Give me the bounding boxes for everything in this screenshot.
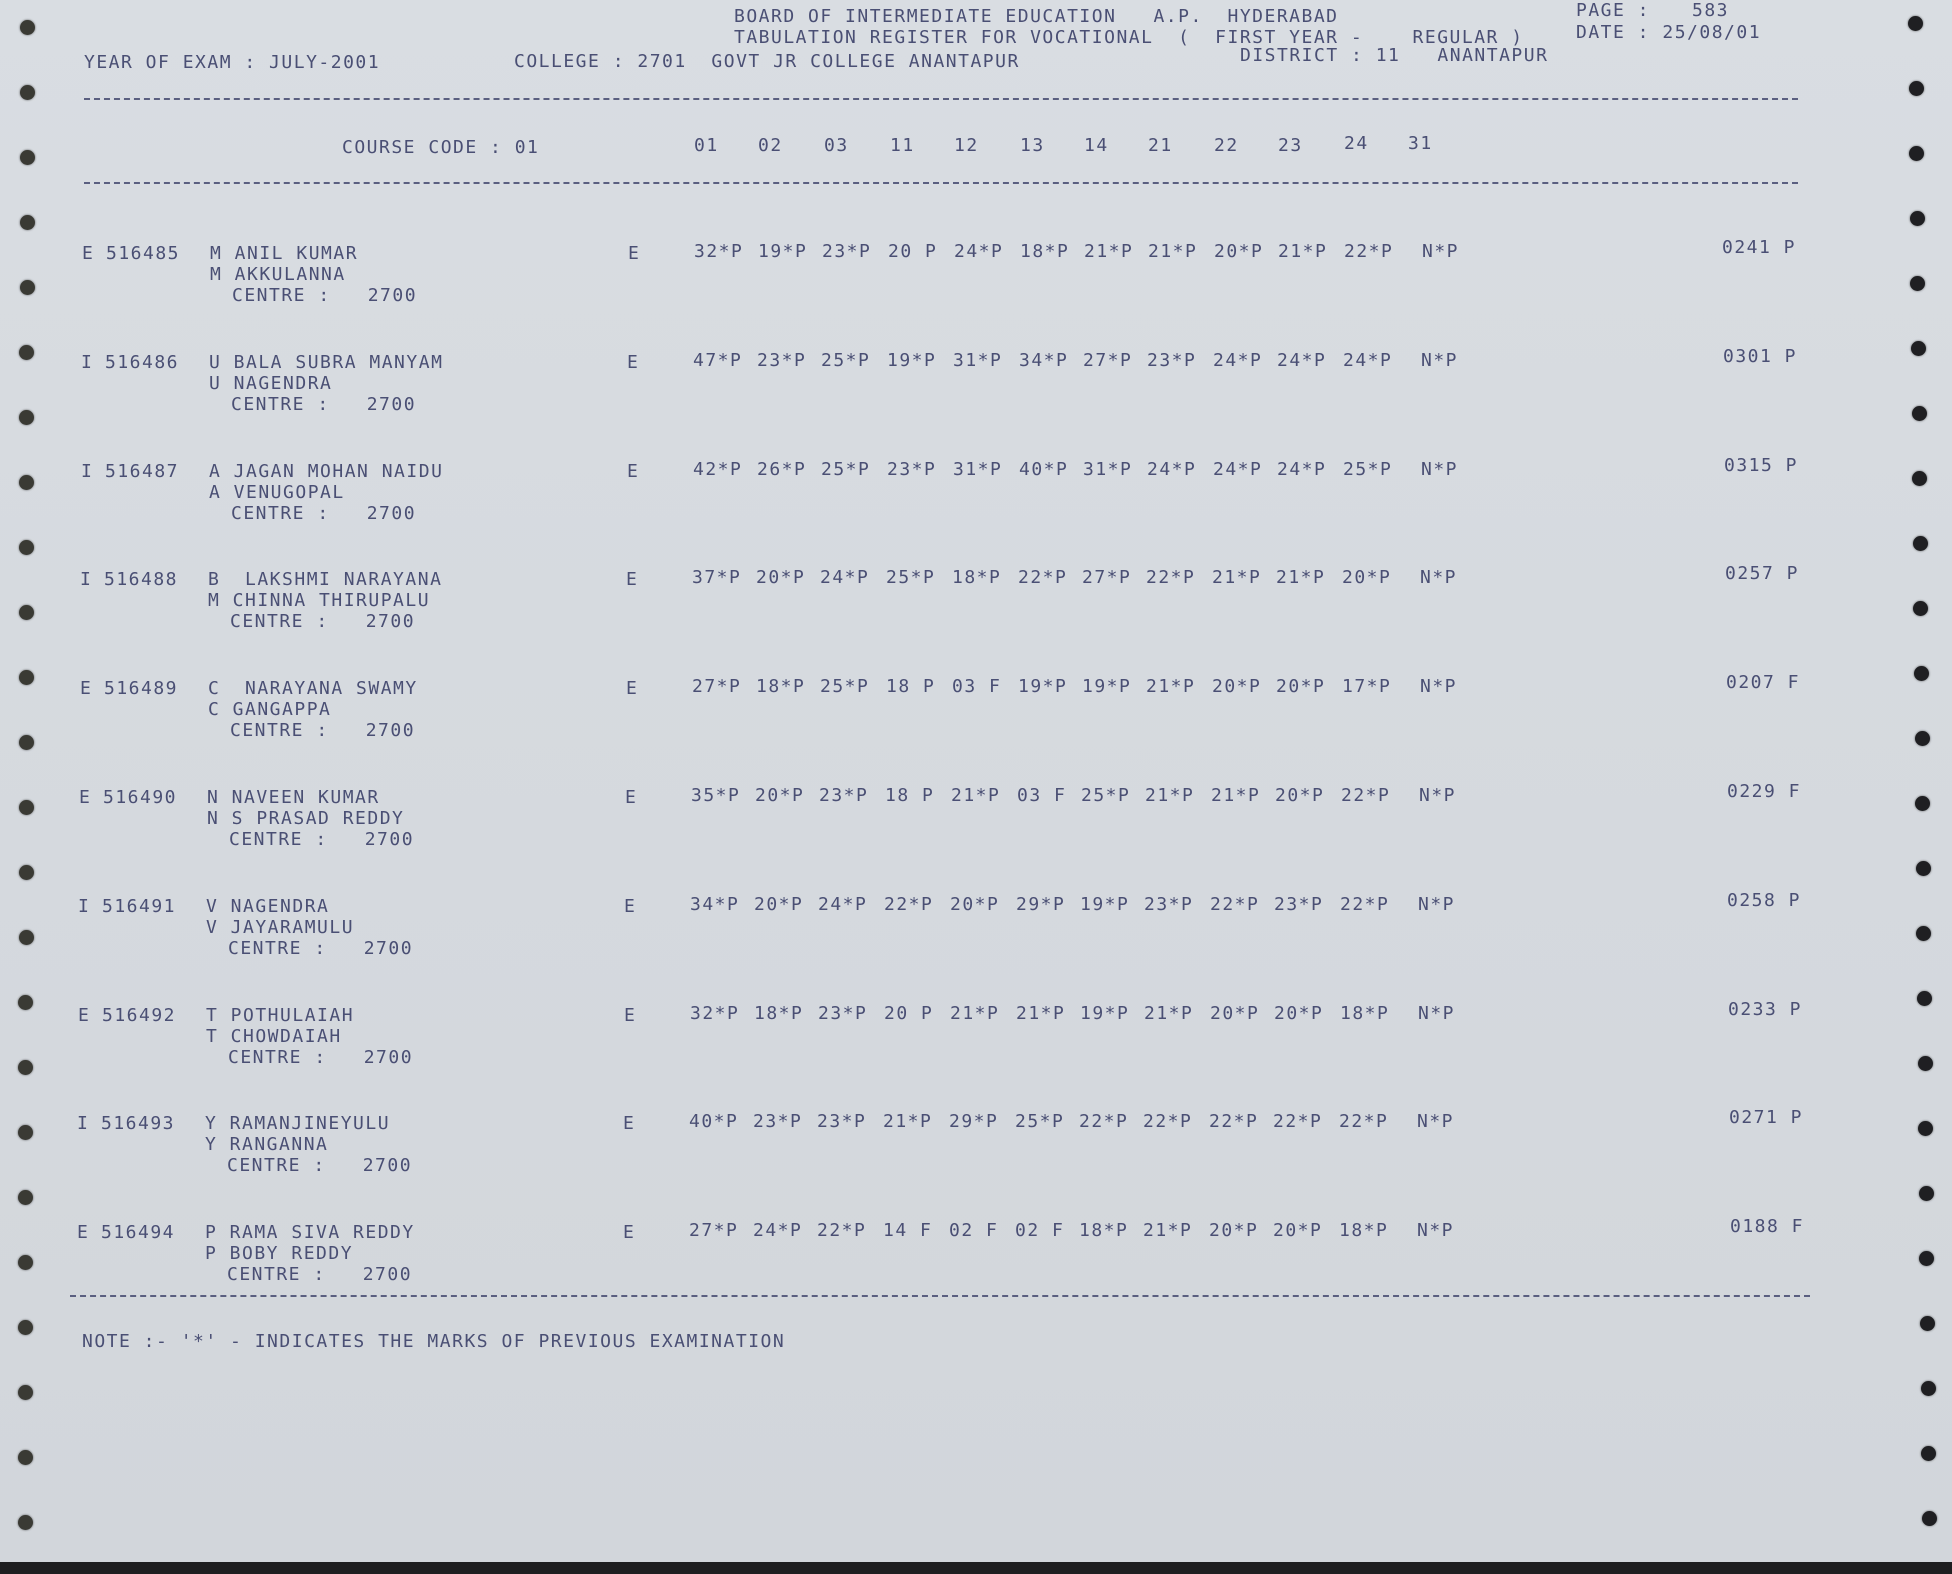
subject-mark: 25*P bbox=[821, 458, 871, 480]
subject-code-header: 11 bbox=[890, 135, 915, 156]
subject-mark: 22*P bbox=[817, 1220, 867, 1242]
feed-hole bbox=[1909, 146, 1924, 161]
board-title: BOARD OF INTERMEDIATE EDUCATION A.P. HYDERABAD bbox=[734, 6, 1339, 27]
roll-number: 516492 bbox=[102, 1004, 177, 1026]
subject-mark: 21*P bbox=[1211, 785, 1261, 806]
student-name: V NAGENDRA bbox=[206, 895, 330, 917]
subject-mark: 20*P bbox=[754, 893, 804, 915]
feed-hole bbox=[1912, 406, 1927, 421]
subject-mark: 14 F bbox=[883, 1220, 933, 1242]
roll-number: 516485 bbox=[106, 243, 181, 264]
student-name: B LAKSHMI NARAYANA bbox=[208, 569, 443, 591]
district-info: DISTRICT : 11 ANANTAPUR bbox=[1240, 45, 1549, 66]
feed-hole bbox=[1918, 1056, 1933, 1071]
feed-hole bbox=[1914, 666, 1929, 681]
student-type: E bbox=[82, 243, 95, 264]
father-name: U NAGENDRA bbox=[209, 372, 333, 394]
subject-mark: 27*P bbox=[689, 1220, 739, 1242]
centre-code: CENTRE : 2700 bbox=[232, 285, 418, 306]
subject-mark: 22*P bbox=[884, 893, 934, 915]
medium-code: E bbox=[627, 460, 640, 482]
subject-mark: 20*P bbox=[1214, 241, 1264, 262]
feed-hole bbox=[19, 735, 34, 750]
subject-mark: N*P bbox=[1419, 785, 1457, 806]
total-result: 0257 P bbox=[1725, 563, 1800, 585]
feed-hole bbox=[19, 475, 34, 490]
feed-hole bbox=[1910, 276, 1925, 291]
subject-mark: 22*P bbox=[1340, 893, 1390, 915]
subject-mark: 24*P bbox=[954, 241, 1004, 262]
subject-mark: 18*P bbox=[1079, 1220, 1129, 1242]
total-result: 0271 P bbox=[1729, 1107, 1804, 1129]
centre-code: CENTRE : 2700 bbox=[231, 393, 417, 415]
subject-mark: 22*P bbox=[1210, 893, 1260, 915]
subject-mark: 27*P bbox=[1083, 349, 1133, 371]
subject-mark: 23*P bbox=[822, 241, 872, 262]
feed-hole bbox=[19, 865, 34, 880]
feed-hole bbox=[18, 1385, 33, 1400]
subject-mark: 37*P bbox=[692, 567, 742, 589]
subject-mark: 20*P bbox=[1275, 785, 1325, 806]
student-type: I bbox=[80, 569, 93, 591]
subject-mark: 24*P bbox=[753, 1220, 803, 1242]
subject-mark: N*P bbox=[1421, 458, 1459, 480]
subject-mark: 32*P bbox=[690, 1002, 740, 1024]
feed-hole bbox=[1915, 796, 1930, 811]
subject-mark: N*P bbox=[1417, 1220, 1455, 1242]
subject-mark: N*P bbox=[1422, 241, 1460, 262]
feed-hole bbox=[1921, 1446, 1936, 1461]
father-name: A VENUGOPAL bbox=[209, 481, 345, 503]
medium-code: E bbox=[626, 678, 639, 700]
subject-mark: 22*P bbox=[1344, 241, 1394, 262]
subject-mark: 18*P bbox=[1339, 1220, 1389, 1242]
medium-code: E bbox=[623, 1113, 636, 1135]
student-name: U BALA SUBRA MANYAM bbox=[209, 351, 444, 373]
father-name: C GANGAPPA bbox=[208, 699, 332, 721]
subject-mark: 20*P bbox=[1274, 1002, 1324, 1024]
subject-mark: 31*P bbox=[953, 458, 1003, 480]
feed-hole bbox=[19, 605, 34, 620]
register-title: TABULATION REGISTER FOR VOCATIONAL ( FIRST YEAR - REGULAR ) bbox=[734, 27, 1524, 48]
subject-code-header: 02 bbox=[758, 135, 783, 156]
subject-mark: 21*P bbox=[1146, 676, 1196, 698]
feed-hole bbox=[18, 1515, 33, 1530]
feed-hole bbox=[19, 345, 34, 360]
subject-mark: N*P bbox=[1421, 349, 1459, 371]
subject-mark: 25*P bbox=[820, 676, 870, 698]
subject-mark: N*P bbox=[1418, 893, 1456, 915]
roll-number: 516487 bbox=[105, 460, 180, 482]
subject-mark: 20*P bbox=[1276, 676, 1326, 698]
subject-mark: 21*P bbox=[1212, 567, 1262, 589]
print-date: DATE : 25/08/01 bbox=[1576, 22, 1762, 43]
roll-number: 516489 bbox=[104, 678, 179, 700]
subject-mark: 21*P bbox=[1016, 1002, 1066, 1024]
subject-mark: 22*P bbox=[1273, 1111, 1323, 1133]
subject-mark: 22*P bbox=[1209, 1111, 1259, 1133]
feed-hole bbox=[1922, 1511, 1937, 1526]
subject-mark: 34*P bbox=[1019, 349, 1069, 371]
roll-number: 516488 bbox=[104, 569, 179, 591]
subject-mark: 18*P bbox=[1340, 1002, 1390, 1024]
feed-hole bbox=[19, 930, 34, 945]
course-code: COURSE CODE : 01 bbox=[342, 137, 540, 158]
subject-mark: 29*P bbox=[1016, 893, 1066, 915]
medium-code: E bbox=[628, 243, 641, 264]
total-result: 0258 P bbox=[1727, 889, 1802, 911]
subject-mark: 23*P bbox=[818, 1002, 868, 1024]
subject-mark: 21*P bbox=[1148, 241, 1198, 262]
subject-mark: 42*P bbox=[693, 458, 743, 480]
subject-mark: 23*P bbox=[753, 1111, 803, 1133]
student-type: E bbox=[79, 787, 92, 808]
subject-mark: 17*P bbox=[1342, 676, 1392, 698]
medium-code: E bbox=[625, 787, 638, 808]
feed-hole bbox=[19, 410, 34, 425]
year-of-exam: YEAR OF EXAM : JULY-2001 bbox=[84, 52, 381, 73]
feed-hole bbox=[18, 1450, 33, 1465]
feed-hole bbox=[1918, 1121, 1933, 1136]
subject-mark: 21*P bbox=[1143, 1220, 1193, 1242]
subject-mark: 47*P bbox=[693, 349, 743, 371]
feed-hole bbox=[18, 1060, 33, 1075]
subject-code-header: 13 bbox=[1020, 135, 1045, 156]
feed-hole bbox=[1912, 471, 1927, 486]
subject-mark: N*P bbox=[1420, 676, 1458, 698]
subject-mark: 21*P bbox=[951, 785, 1001, 806]
subject-mark: 23*P bbox=[887, 458, 937, 480]
feed-hole bbox=[20, 280, 35, 295]
medium-code: E bbox=[623, 1222, 636, 1244]
subject-mark: 18 P bbox=[886, 676, 936, 698]
student-type: I bbox=[81, 460, 94, 482]
subject-mark: 03 F bbox=[952, 676, 1002, 698]
subject-mark: 20*P bbox=[756, 567, 806, 589]
subject-mark: 24*P bbox=[1277, 458, 1327, 480]
college-info: COLLEGE : 2701 GOVT JR COLLEGE ANANTAPUR bbox=[514, 51, 1020, 72]
subject-code-header: 03 bbox=[824, 135, 849, 156]
roll-number: 516494 bbox=[101, 1222, 176, 1244]
subject-code-header: 12 bbox=[954, 135, 979, 156]
subject-mark: 21*P bbox=[1144, 1002, 1194, 1024]
subject-mark: 22*P bbox=[1341, 785, 1391, 806]
subject-code-header: 23 bbox=[1278, 135, 1303, 156]
subject-mark: 25*P bbox=[1343, 458, 1393, 480]
centre-code: CENTRE : 2700 bbox=[230, 720, 416, 742]
subject-mark: 29*P bbox=[949, 1111, 999, 1133]
subject-mark: 23*P bbox=[817, 1111, 867, 1133]
subject-mark: 20 P bbox=[888, 241, 938, 262]
centre-code: CENTRE : 2700 bbox=[228, 1046, 414, 1068]
subject-mark: 20*P bbox=[1209, 1220, 1259, 1242]
centre-code: CENTRE : 2700 bbox=[231, 502, 417, 524]
note-text: NOTE :- '*' - INDICATES THE MARKS OF PREVIOUS EXAMINATION bbox=[82, 1331, 786, 1352]
subject-mark: 40*P bbox=[689, 1111, 739, 1133]
total-result: 0188 F bbox=[1730, 1216, 1805, 1238]
feed-hole bbox=[20, 215, 35, 230]
feed-hole bbox=[1919, 1186, 1934, 1201]
feed-hole bbox=[1910, 211, 1925, 226]
subject-mark: 19*P bbox=[1080, 1002, 1130, 1024]
page-number: 583 bbox=[1692, 0, 1730, 21]
subject-mark: 21*P bbox=[1278, 241, 1328, 262]
total-result: 0315 P bbox=[1724, 454, 1799, 476]
subject-mark: 25*P bbox=[886, 567, 936, 589]
subject-mark: 23*P bbox=[757, 349, 807, 371]
subject-mark: 20*P bbox=[755, 785, 805, 806]
total-result: 0241 P bbox=[1722, 237, 1797, 258]
subject-mark: 27*P bbox=[1082, 567, 1132, 589]
subject-code-header: 14 bbox=[1084, 135, 1109, 156]
subject-mark: 20*P bbox=[1212, 676, 1262, 698]
subject-mark: 18*P bbox=[952, 567, 1002, 589]
subject-mark: 35*P bbox=[691, 785, 741, 806]
father-name: P BOBY REDDY bbox=[205, 1243, 354, 1265]
subject-mark: 23*P bbox=[819, 785, 869, 806]
feed-hole bbox=[20, 20, 35, 35]
subject-mark: 40*P bbox=[1019, 458, 1069, 480]
subject-mark: 19*P bbox=[1018, 676, 1068, 698]
father-name: M CHINNA THIRUPALU bbox=[208, 590, 431, 612]
student-name: N NAVEEN KUMAR bbox=[207, 787, 380, 808]
subject-mark: 26*P bbox=[757, 458, 807, 480]
subject-mark: 25*P bbox=[1081, 785, 1131, 806]
roll-number: 516490 bbox=[103, 787, 178, 808]
subject-mark: 22*P bbox=[1018, 567, 1068, 589]
subject-mark: 24*P bbox=[1277, 349, 1327, 371]
subject-mark: 24*P bbox=[820, 567, 870, 589]
footer-rule bbox=[70, 1295, 1810, 1297]
subject-mark: 22*P bbox=[1143, 1111, 1193, 1133]
father-name: T CHOWDAIAH bbox=[206, 1025, 342, 1047]
subject-code-header: 01 bbox=[694, 135, 719, 156]
subject-code-header: 22 bbox=[1214, 135, 1239, 156]
feed-hole bbox=[1921, 1381, 1936, 1396]
feed-hole bbox=[18, 1190, 33, 1205]
subject-mark: 22*P bbox=[1339, 1111, 1389, 1133]
subject-mark: 24*P bbox=[1147, 458, 1197, 480]
centre-code: CENTRE : 2700 bbox=[227, 1155, 413, 1177]
subject-mark: 20*P bbox=[1273, 1220, 1323, 1242]
feed-hole bbox=[18, 995, 33, 1010]
student-name: M ANIL KUMAR bbox=[210, 243, 359, 264]
feed-hole bbox=[1916, 861, 1931, 876]
feed-hole bbox=[19, 800, 34, 815]
roll-number: 516486 bbox=[105, 351, 180, 373]
subject-code-header: 21 bbox=[1148, 135, 1173, 156]
subject-mark: 24*P bbox=[818, 893, 868, 915]
subject-mark: 02 F bbox=[1015, 1220, 1065, 1242]
subject-mark: 18*P bbox=[1020, 241, 1070, 262]
subject-mark: 31*P bbox=[953, 349, 1003, 371]
subject-mark: 18*P bbox=[756, 676, 806, 698]
medium-code: E bbox=[626, 569, 639, 591]
roll-number: 516493 bbox=[101, 1113, 176, 1135]
subject-mark: 34*P bbox=[690, 893, 740, 915]
subject-mark: 21*P bbox=[1276, 567, 1326, 589]
subject-mark: 22*P bbox=[1146, 567, 1196, 589]
father-name: V JAYARAMULU bbox=[206, 916, 355, 938]
centre-code: CENTRE : 2700 bbox=[228, 937, 414, 959]
subject-mark: 25*P bbox=[821, 349, 871, 371]
feed-hole bbox=[1920, 1316, 1935, 1331]
father-name: Y RANGANNA bbox=[205, 1134, 329, 1156]
student-type: I bbox=[77, 1113, 90, 1135]
subject-code-header: 24 bbox=[1344, 133, 1369, 154]
page-label: PAGE : bbox=[1576, 0, 1651, 21]
medium-code: E bbox=[627, 351, 640, 373]
subject-mark: 23*P bbox=[1144, 893, 1194, 915]
centre-code: CENTRE : 2700 bbox=[230, 611, 416, 633]
student-type: I bbox=[81, 351, 94, 373]
subject-mark: 21*P bbox=[1145, 785, 1195, 806]
student-type: E bbox=[78, 1004, 91, 1026]
subject-mark: 32*P bbox=[694, 241, 744, 262]
subject-mark: 20 P bbox=[884, 1002, 934, 1024]
total-result: 0301 P bbox=[1723, 345, 1798, 367]
feed-hole bbox=[1917, 991, 1932, 1006]
roll-number: 516491 bbox=[102, 895, 177, 917]
subject-mark: 21*P bbox=[1084, 241, 1134, 262]
subject-mark: 27*P bbox=[692, 676, 742, 698]
subject-mark: 23*P bbox=[1147, 349, 1197, 371]
subject-mark: 19*P bbox=[758, 241, 808, 262]
feed-hole bbox=[1915, 731, 1930, 746]
feed-hole bbox=[20, 85, 35, 100]
subject-mark: 31*P bbox=[1083, 458, 1133, 480]
subject-mark: 24*P bbox=[1213, 349, 1263, 371]
student-type: E bbox=[80, 678, 93, 700]
subject-mark: 24*P bbox=[1213, 458, 1263, 480]
feed-hole bbox=[1909, 81, 1924, 96]
student-name: Y RAMANJINEYULU bbox=[205, 1113, 391, 1135]
student-name: T POTHULAIAH bbox=[206, 1004, 355, 1026]
student-type: E bbox=[77, 1222, 90, 1244]
subject-mark: 22*P bbox=[1079, 1111, 1129, 1133]
feed-hole bbox=[1911, 341, 1926, 356]
subject-mark: 20*P bbox=[1342, 567, 1392, 589]
feed-hole bbox=[18, 1125, 33, 1140]
centre-code: CENTRE : 2700 bbox=[229, 829, 415, 850]
total-result: 0233 P bbox=[1728, 998, 1803, 1020]
feed-hole bbox=[20, 150, 35, 165]
father-name: M AKKULANNA bbox=[210, 264, 346, 285]
subject-code-header: 31 bbox=[1408, 133, 1433, 154]
total-result: 0207 F bbox=[1726, 672, 1801, 694]
feed-hole bbox=[19, 670, 34, 685]
feed-hole bbox=[18, 1320, 33, 1335]
feed-hole bbox=[18, 1255, 33, 1270]
subject-mark: N*P bbox=[1418, 1002, 1456, 1024]
feed-hole bbox=[1919, 1251, 1934, 1266]
subject-mark: N*P bbox=[1420, 567, 1458, 589]
column-header-rule bbox=[84, 182, 1798, 184]
subject-mark: 25*P bbox=[1015, 1111, 1065, 1133]
subject-mark: 19*P bbox=[1082, 676, 1132, 698]
student-type: I bbox=[78, 895, 91, 917]
father-name: N S PRASAD REDDY bbox=[207, 808, 405, 829]
student-name: C NARAYANA SWAMY bbox=[208, 678, 418, 700]
subject-mark: 24*P bbox=[1343, 349, 1393, 371]
feed-hole bbox=[19, 540, 34, 555]
medium-code: E bbox=[624, 1004, 637, 1026]
subject-mark: 21*P bbox=[950, 1002, 1000, 1024]
subject-mark: 18 P bbox=[885, 785, 935, 806]
subject-mark: 18*P bbox=[754, 1002, 804, 1024]
subject-mark: 23*P bbox=[1274, 893, 1324, 915]
subject-mark: 02 F bbox=[949, 1220, 999, 1242]
subject-mark: N*P bbox=[1417, 1111, 1455, 1133]
subject-mark: 20*P bbox=[950, 893, 1000, 915]
medium-code: E bbox=[624, 895, 637, 917]
feed-hole bbox=[1913, 536, 1928, 551]
subject-mark: 19*P bbox=[887, 349, 937, 371]
centre-code: CENTRE : 2700 bbox=[227, 1264, 413, 1286]
feed-hole bbox=[1913, 601, 1928, 616]
subject-mark: 20*P bbox=[1210, 1002, 1260, 1024]
subject-mark: 03 F bbox=[1017, 785, 1067, 806]
student-name: P RAMA SIVA REDDY bbox=[205, 1222, 415, 1244]
subject-mark: 19*P bbox=[1080, 893, 1130, 915]
subject-mark: 21*P bbox=[883, 1111, 933, 1133]
total-result: 0229 F bbox=[1727, 781, 1802, 802]
feed-hole bbox=[1916, 926, 1931, 941]
feed-hole bbox=[1908, 16, 1923, 31]
header-rule bbox=[84, 98, 1798, 100]
student-name: A JAGAN MOHAN NAIDU bbox=[209, 460, 444, 482]
